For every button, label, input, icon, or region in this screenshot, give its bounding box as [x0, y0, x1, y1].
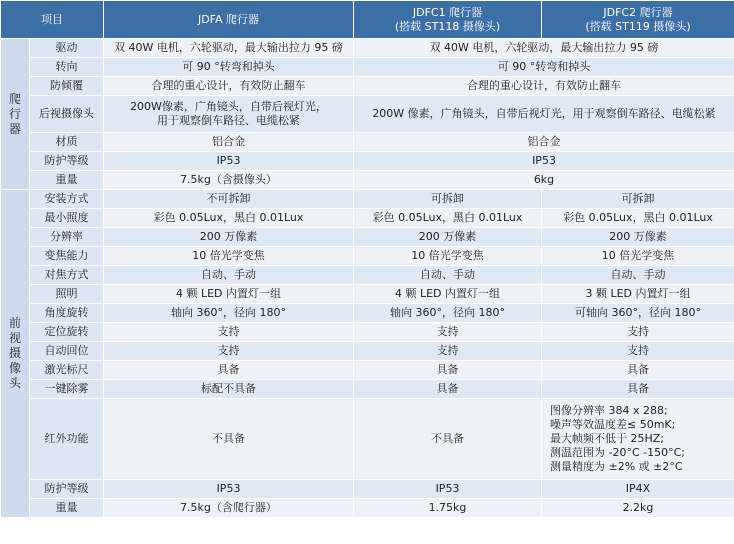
cell-a: 轴向 360°，径向 180° [104, 304, 354, 323]
cell-c: 自动、手动 [542, 266, 734, 285]
cell-c: 10 倍光学变焦 [542, 247, 734, 266]
row-label: 重量 [30, 499, 104, 518]
cell-c: 200 万像素 [542, 228, 734, 247]
row-label: 防倾覆 [30, 77, 104, 96]
cell-c: 支持 [542, 323, 734, 342]
header-jdfc1-name: JDFC1 爬行器 [412, 5, 483, 19]
cell-c: 3 颗 LED 内置灯一组 [542, 285, 734, 304]
row-label: 分辨率 [30, 228, 104, 247]
table-row [1, 209, 734, 228]
cell-a: 双 40W 电机，六轮驱动，最大输出拉力 95 磅 [104, 39, 354, 58]
cell-a: 合理的重心设计，有效防止翻车 [104, 77, 354, 96]
cell-b: 支持 [354, 342, 542, 361]
cell-a-line: 200W像素，广角镜头，自带后视灯光， [130, 100, 327, 113]
cell-a: 10 倍光学变焦 [104, 247, 354, 266]
row-label: 自动回位 [30, 342, 104, 361]
cell-a: 支持 [104, 323, 354, 342]
table-row [1, 380, 734, 399]
cell-b: 支持 [354, 323, 542, 342]
cell-a: IP53 [104, 152, 354, 171]
cell-bc: 铝合金 [354, 133, 734, 152]
cell-a-line: 用于观察倒车路径、电缆松紧 [157, 114, 300, 127]
header-jdfc1 [354, 1, 542, 39]
header-jdfc2 [542, 1, 734, 39]
row-label: 后视摄像头 [30, 96, 104, 133]
cell-bc: 200W 像素，广角镜头，自带后视灯光，用于观察倒车路径、电缆松紧 [354, 96, 734, 133]
header-jdfc2-name: JDFC2 爬行器 [603, 5, 673, 19]
header-jdfa: JDFA 爬行器 [104, 1, 354, 39]
cell-a [104, 96, 354, 133]
cell-a: 不可拆卸 [104, 190, 354, 209]
cell-b: 具备 [354, 380, 542, 399]
table-row [1, 266, 734, 285]
header-row [1, 1, 734, 39]
row-label: 重量 [30, 171, 104, 190]
cell-a: 铝合金 [104, 133, 354, 152]
table-row [1, 342, 734, 361]
table-row [1, 77, 734, 96]
table-row [1, 190, 734, 209]
row-label: 转向 [30, 58, 104, 77]
ir-spec-line: 噪声等效温度差≤ 50mK; [550, 418, 676, 431]
cell-b: 不具备 [354, 399, 542, 480]
cell-c: 支持 [542, 342, 734, 361]
row-label: 对焦方式 [30, 266, 104, 285]
table-row [1, 247, 734, 266]
cell-bc: IP53 [354, 152, 734, 171]
cell-c [542, 399, 734, 480]
row-label: 照明 [30, 285, 104, 304]
ir-spec-line: 最大帧频不低于 25HZ; [550, 432, 665, 445]
table-row [1, 361, 734, 380]
cell-c: 可拆卸 [542, 190, 734, 209]
cell-c: 具备 [542, 361, 734, 380]
row-label: 定位旋转 [30, 323, 104, 342]
cell-bc: 6kg [354, 171, 734, 190]
cell-b: 1.75kg [354, 499, 542, 518]
cell-b: 4 颗 LED 内置灯一组 [354, 285, 542, 304]
row-label: 变焦能力 [30, 247, 104, 266]
table-row [1, 171, 734, 190]
cell-a: 7.5kg（含摄像头） [104, 171, 354, 190]
cell-c: 2.2kg [542, 499, 734, 518]
row-label: 防护等级 [30, 152, 104, 171]
ir-spec-line: 图像分辨率 384 x 288; [550, 404, 668, 417]
cell-b: 轴向 360°，径向 180° [354, 304, 542, 323]
cell-bc: 可 90 °转弯和掉头 [354, 58, 734, 77]
cell-a: 7.5kg（含爬行器） [104, 499, 354, 518]
header-item: 项目 [1, 1, 104, 39]
cell-c: 彩色 0.05Lux，黑白 0.01Lux [542, 209, 734, 228]
table-row [1, 499, 734, 518]
row-label: 驱动 [30, 39, 104, 58]
table-row [1, 304, 734, 323]
cell-bc: 合理的重心设计，有效防止翻车 [354, 77, 734, 96]
cell-a: 具备 [104, 361, 354, 380]
ir-spec-line: 测温范围为 -20°C -150°C; [550, 446, 685, 459]
row-label: 一键除雾 [30, 380, 104, 399]
cell-bc: 双 40W 电机，六轮驱动，最大输出拉力 95 磅 [354, 39, 734, 58]
cell-a: 自动、手动 [104, 266, 354, 285]
cell-b: 具备 [354, 361, 542, 380]
table-row [1, 285, 734, 304]
header-jdfc1-note: (搭载 ST118 摄像头) [394, 19, 501, 33]
row-label: 材质 [30, 133, 104, 152]
cell-b: 彩色 0.05Lux，黑白 0.01Lux [354, 209, 542, 228]
cell-c: 具备 [542, 380, 734, 399]
cell-a: 标配不具备 [104, 380, 354, 399]
cell-a: 支持 [104, 342, 354, 361]
row-label: 防护等级 [30, 480, 104, 499]
table-row [1, 480, 734, 499]
cell-a: 彩色 0.05Lux，黑白 0.01Lux [104, 209, 354, 228]
cell-b: 可拆卸 [354, 190, 542, 209]
row-label: 安装方式 [30, 190, 104, 209]
table-row [1, 399, 734, 480]
cell-c: IP4X [542, 480, 734, 499]
cell-a: 4 颗 LED 内置灯一组 [104, 285, 354, 304]
table-row [1, 58, 734, 77]
header-jdfc2-note: (搭载 ST119 摄像头) [585, 19, 691, 33]
cell-b: 200 万像素 [354, 228, 542, 247]
group-crawler: 爬行器 [1, 39, 30, 190]
row-label: 最小照度 [30, 209, 104, 228]
cell-a: 不具备 [104, 399, 354, 480]
table-row [1, 152, 734, 171]
cell-a: 可 90 °转弯和掉头 [104, 58, 354, 77]
row-label: 激光标尺 [30, 361, 104, 380]
table-row [1, 39, 734, 58]
group-camera: 前视摄像头 [1, 190, 30, 518]
table-row [1, 133, 734, 152]
cell-b: IP53 [354, 480, 542, 499]
row-label: 红外功能 [30, 399, 104, 480]
ir-spec-line: 测量精度为 ±2% 或 ±2°C [550, 460, 683, 473]
cell-b: 10 倍光学变焦 [354, 247, 542, 266]
cell-a: 200 万像素 [104, 228, 354, 247]
cell-a: IP53 [104, 480, 354, 499]
table-row [1, 323, 734, 342]
cell-c: 可轴向 360°，径向 180° [542, 304, 734, 323]
table-row [1, 228, 734, 247]
table-row [1, 96, 734, 133]
row-label: 角度旋转 [30, 304, 104, 323]
cell-b: 自动、手动 [354, 266, 542, 285]
